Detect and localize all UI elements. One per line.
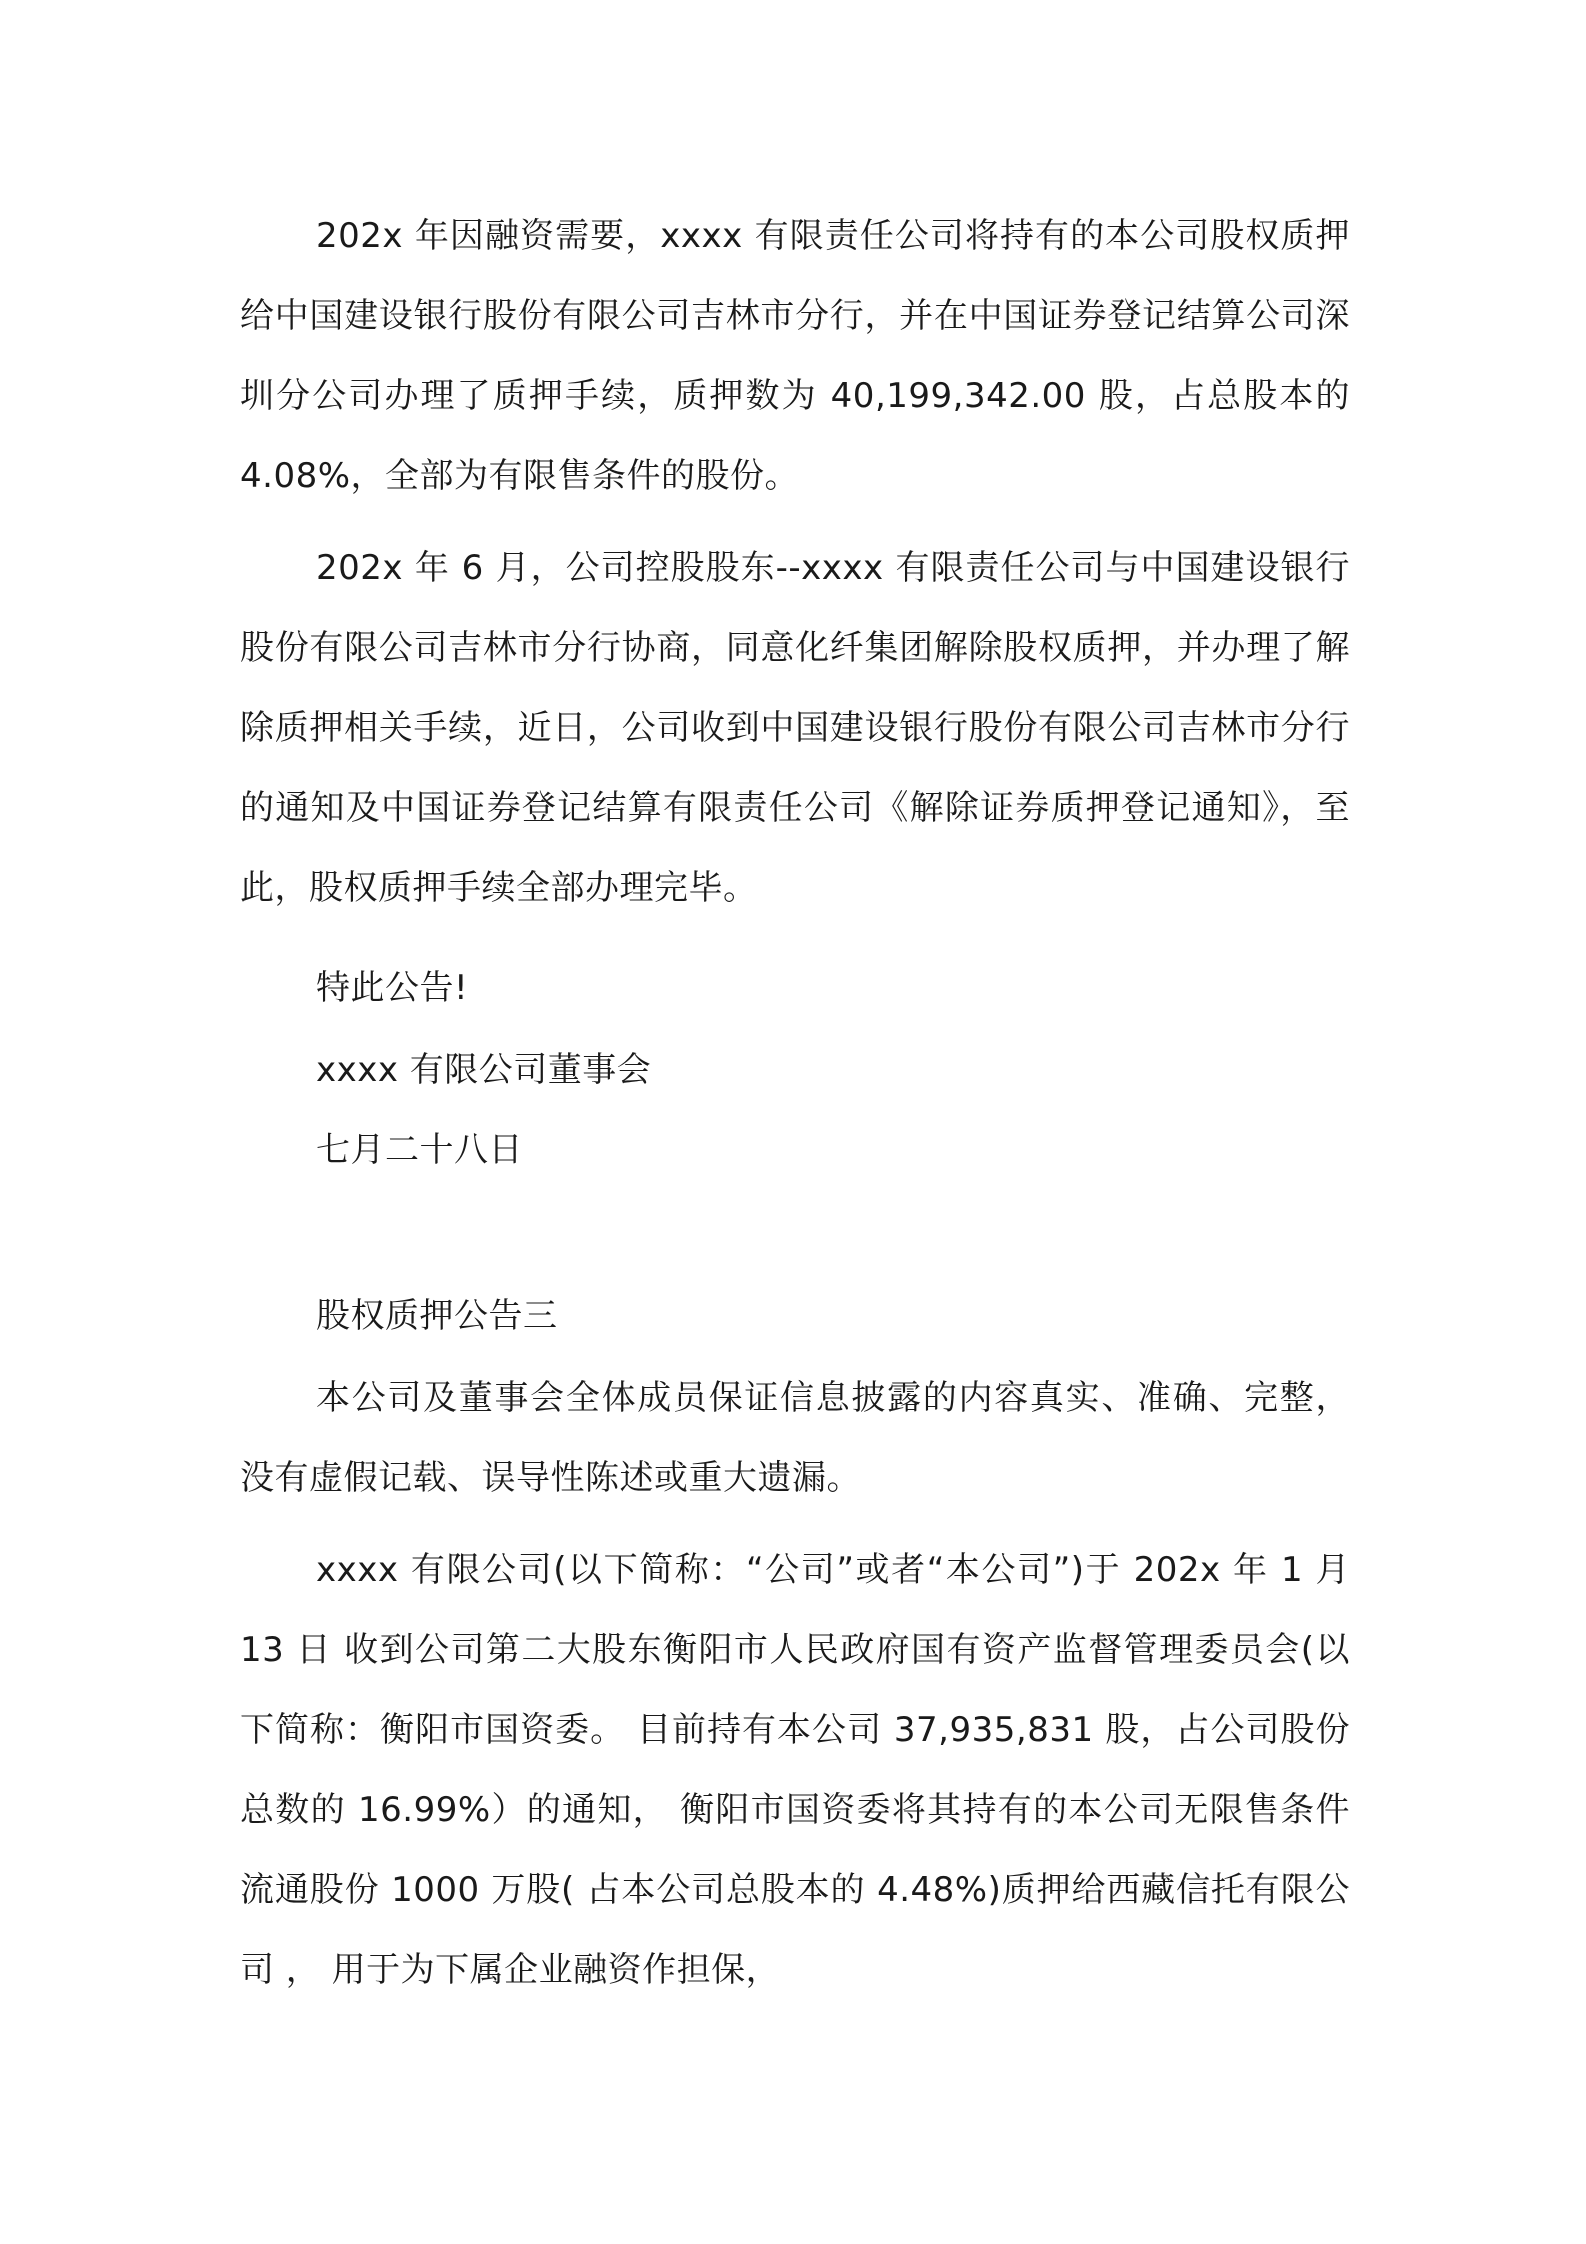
announcement-date: 七月二十八日 — [316, 1130, 523, 1170]
section-title: 股权质押公告三 — [316, 1296, 558, 1336]
board-statement: 本公司及董事会全体成员保证信息披露的内容真实、准确、完整，没有虚假记载、误导性陈述或重大遗漏。 — [240, 1378, 1350, 1498]
pledge-paragraph: 202x 年因融资需要，xxxx 有限责任公司将持有的本公司股权质押给中国建设银行股份有限公司吉林市分行，并在中国证券登记结算公司深圳分公司办理了质押手续，质押数为 40,199,342.00 股，占总股本的 4.08%，全部为有限售条件的股份。 — [240, 216, 1350, 496]
board-signature: xxxx 有限公司董事会 — [316, 1050, 652, 1090]
release-paragraph: 202x 年 6 月，公司控股股东--xxxx 有限责任公司与中国建设银行股份有限公司吉林市分行协商，同意化纤集团解除股权质押，并办理了解除质押相关手续，近日，公司收到中国建设银行股份有限公司吉林市分行的通知及中国证券登记结算有限责任公司《解除证券质押登记通知》，至此，股权质押手续全部办理完毕。 — [240, 548, 1350, 908]
pledge-detail-paragraph: xxxx 有限公司(以下简称：“公司”或者“本公司”)于 202x 年 1 月 13 日 收到公司第二大股东衡阳市人民政府国有资产监督管理委员会(以下简称：衡阳市国资委。 目前持有本公司 37,935,831 股，占公司股份总数的 16.99%）的通知， 衡阳市国资委将其持有的本公司无限售条件流通股份 1000 万股( 占本公司总股本的 4.48%)质押给西藏信托有限公司 ， 用于为下属企业融资作担保， — [240, 1550, 1350, 1990]
closing-remark: 特此公告! — [316, 968, 469, 1008]
